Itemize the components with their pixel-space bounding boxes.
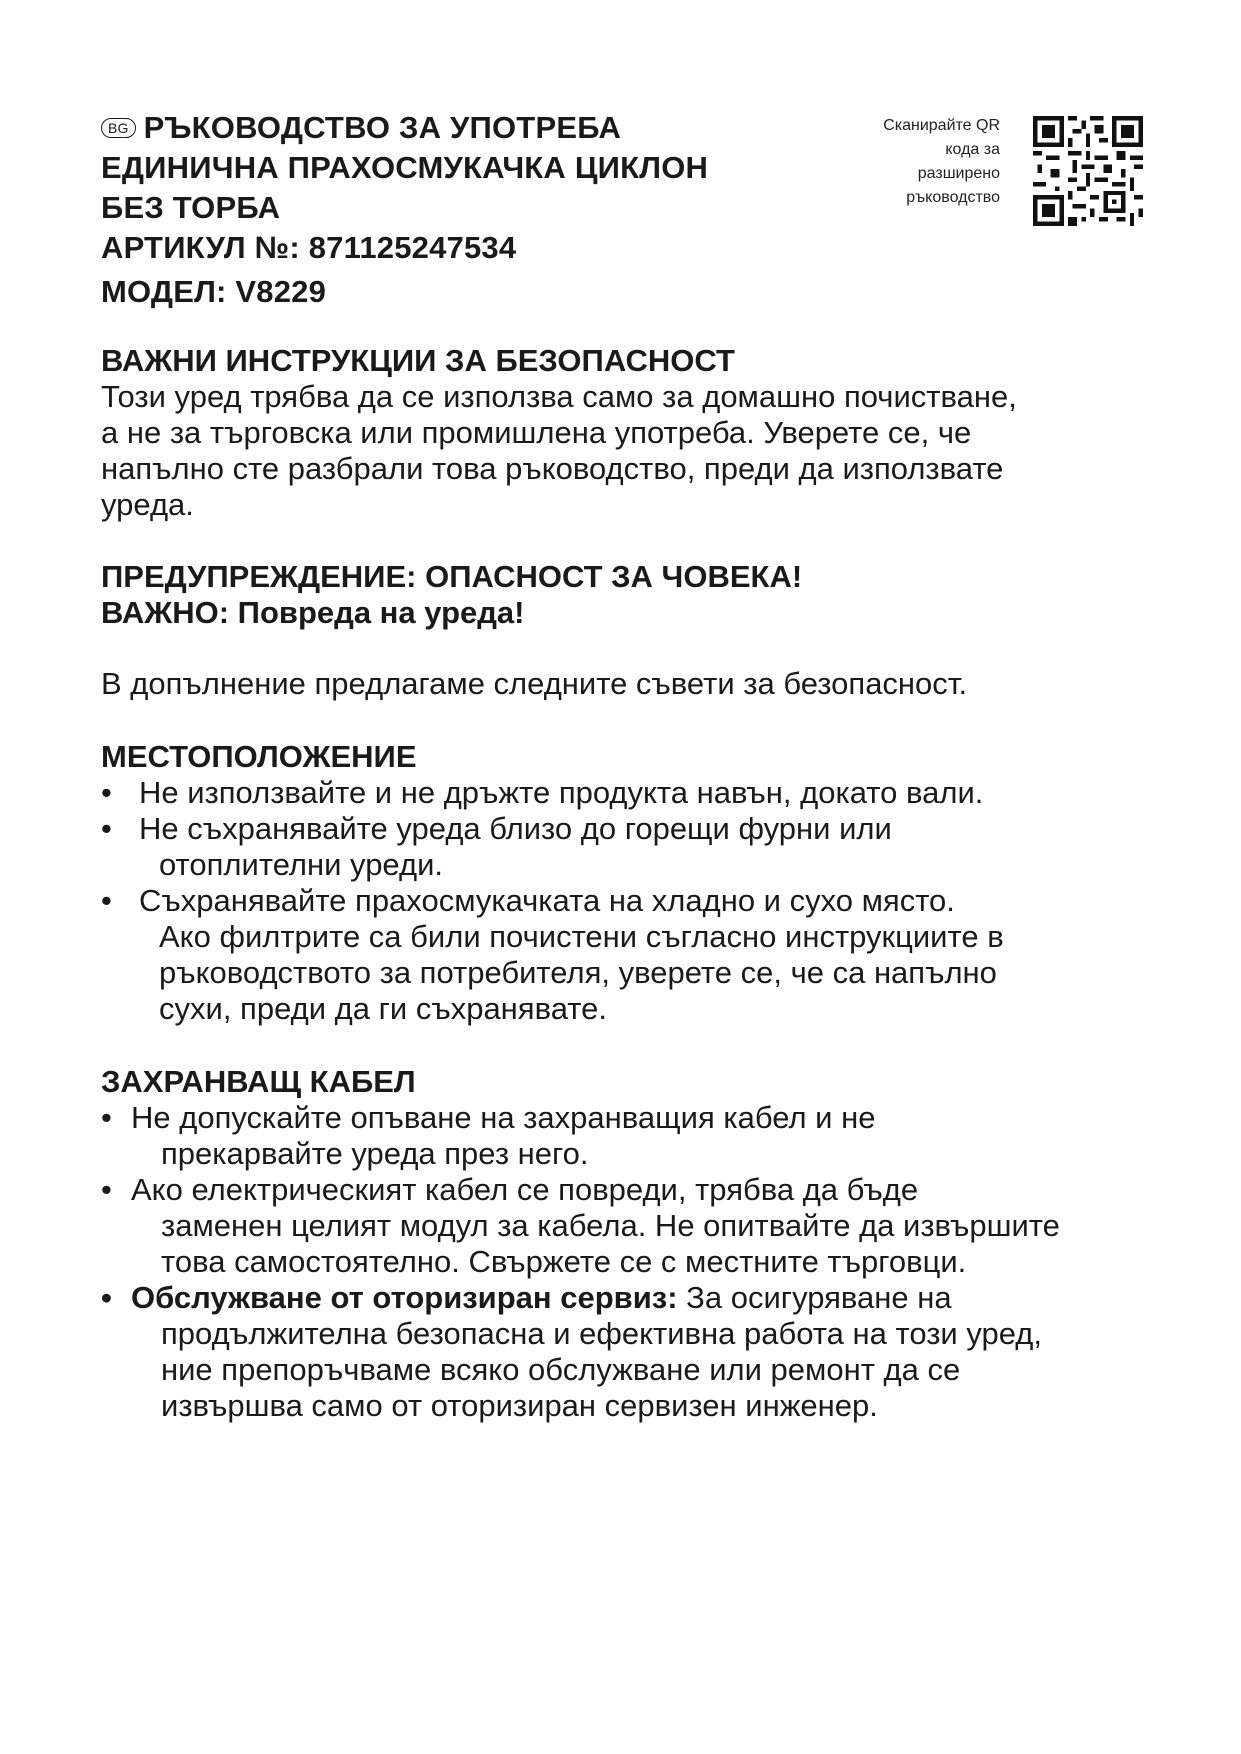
product-title-line-2: БЕЗ ТОРБА bbox=[101, 190, 281, 225]
manual-title: РЪКОВОДСТВО ЗА УПОТРЕБА bbox=[143, 110, 622, 145]
list-item-text: Съхранявайте прахосмукачката на хладно и сухо място. bbox=[139, 883, 955, 918]
qr-caption-line: разширено bbox=[917, 165, 1000, 182]
document-header bbox=[101, 108, 821, 312]
list-item-text: отоплителни уреди. bbox=[159, 847, 444, 882]
warning-appliance-damage: ВАЖНО: Повреда на уреда! bbox=[101, 595, 525, 630]
intro-text: В допълнение предлагаме следните съвети за безопасност. bbox=[101, 666, 968, 701]
title-line-1 bbox=[101, 108, 821, 148]
language-badge: BG bbox=[101, 118, 136, 138]
safety-text-line: а не за търговска или промишлена употреба. Уверете се, че bbox=[101, 415, 972, 450]
list-item bbox=[101, 811, 1161, 883]
intro-section bbox=[101, 666, 1161, 702]
list-item bbox=[101, 1172, 1161, 1280]
safety-section bbox=[101, 343, 1161, 523]
list-item bbox=[101, 1280, 1161, 1424]
safety-text-line: уреда. bbox=[101, 487, 194, 522]
cable-heading: ЗАХРАНВАЩ КАБЕЛ bbox=[101, 1064, 416, 1099]
list-item-text: продължителна безопасна и ефективна работа на този уред, bbox=[161, 1316, 1043, 1351]
warning-human-danger: ПРЕДУПРЕЖДЕНИЕ: ОПАСНОСТ ЗА ЧОВЕКА! bbox=[101, 559, 803, 594]
safety-text-line: Този уред трябва да се използва само за домашно почистване, bbox=[101, 379, 1017, 414]
qr-code-icon[interactable] bbox=[1033, 116, 1143, 226]
list-item-text: Не допускайте опъване на захранващия кабел и не bbox=[131, 1100, 876, 1135]
list-item-text: За осигуряване на bbox=[677, 1280, 952, 1315]
list-item-text: Ако електрическият кабел се повреди, трябва да бъде bbox=[131, 1172, 919, 1207]
list-item bbox=[101, 1100, 1161, 1172]
list-item-text: това самостоятелно. Свържете се с местните търговци. bbox=[161, 1244, 967, 1279]
bullet: • bbox=[101, 1280, 112, 1315]
cable-list bbox=[101, 1100, 1161, 1424]
list-item-text: Не използвайте и не дръжте продукта навън, докато вали. bbox=[139, 775, 984, 810]
list-item-text: ние препоръчваме всяко обслужване или ремонт да се bbox=[161, 1352, 961, 1387]
service-label: Обслужване от оторизиран сервиз: bbox=[131, 1280, 678, 1315]
product-title-line-1: ЕДИНИЧНА ПРАХОСМУКАЧКА ЦИКЛОН bbox=[101, 150, 709, 185]
safety-text-line: напълно сте разбрали това ръководство, преди да използвате bbox=[101, 451, 1004, 486]
list-item-text: Ако филтрите са били почистени съгласно инструкциите в bbox=[159, 919, 1004, 954]
qr-caption-line: ръководство bbox=[906, 189, 1000, 206]
list-item-text: ръководството за потребителя, уверете се, че са напълно bbox=[159, 955, 997, 990]
list-item-text: заменен целият модул за кабела. Не опитвайте да извършите bbox=[161, 1208, 1060, 1243]
bullet: • bbox=[101, 811, 112, 846]
list-item-text: сухи, преди да ги съхранявате. bbox=[159, 991, 607, 1026]
list-item-text: извършва само от оторизиран сервизен инженер. bbox=[161, 1388, 878, 1423]
model-number: МОДЕЛ: V8229 bbox=[101, 274, 327, 309]
article-number: АРТИКУЛ №: 871125247534 bbox=[101, 230, 517, 265]
qr-caption-line: кода за bbox=[945, 141, 1000, 158]
list-item-text: Не съхранявайте уреда близо до горещи фурни или bbox=[139, 811, 892, 846]
list-item bbox=[101, 775, 1161, 811]
location-section bbox=[101, 739, 1161, 1027]
warnings-section bbox=[101, 559, 1161, 631]
qr-caption-line: Сканирайте QR bbox=[883, 117, 1000, 134]
bullet: • bbox=[101, 1172, 112, 1207]
safety-heading: ВАЖНИ ИНСТРУКЦИИ ЗА БЕЗОПАСНОСТ bbox=[101, 343, 735, 378]
list-item-text: прекарвайте уреда през него. bbox=[161, 1136, 589, 1171]
bullet: • bbox=[101, 883, 112, 918]
qr-caption bbox=[820, 114, 1000, 210]
bullet: • bbox=[101, 775, 112, 810]
location-list bbox=[101, 775, 1161, 1027]
cable-section bbox=[101, 1064, 1161, 1424]
bullet: • bbox=[101, 1100, 112, 1135]
location-heading: МЕСТОПОЛОЖЕНИЕ bbox=[101, 739, 417, 774]
list-item bbox=[101, 883, 1161, 1027]
